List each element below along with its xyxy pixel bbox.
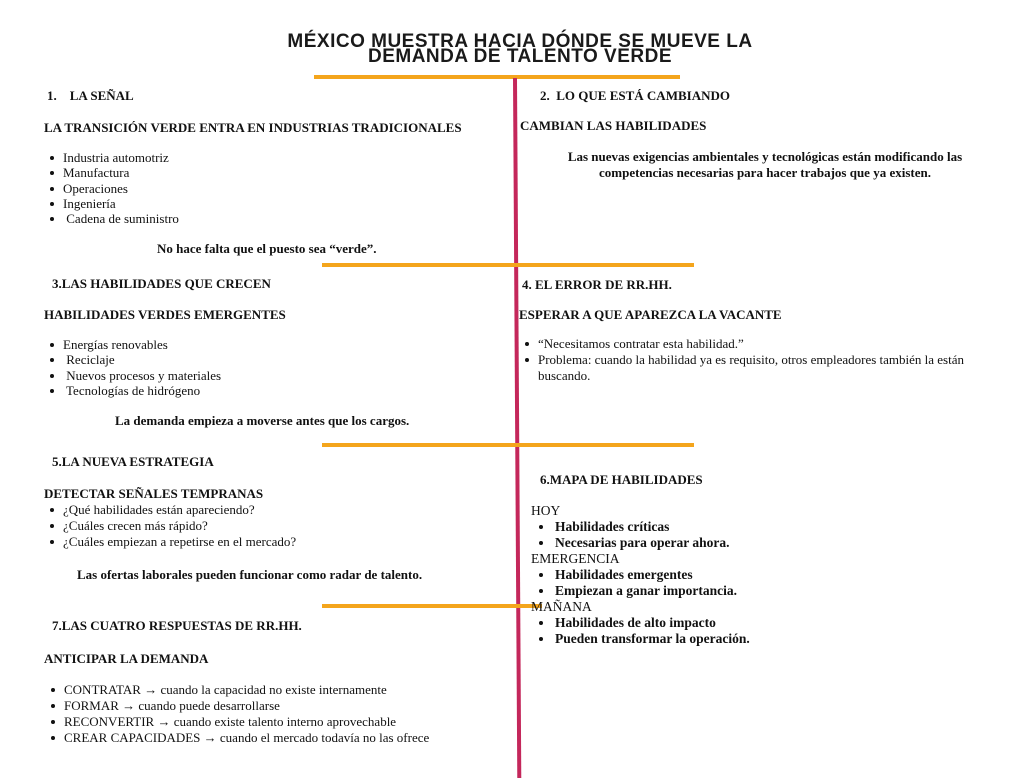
list-item: Industria automotriz (45, 150, 485, 165)
map-list-hoy (531, 519, 991, 551)
map-label-emergencia: EMERGENCIA (531, 551, 620, 566)
list-item: Pueden transformar la operación. (531, 631, 991, 647)
list-item: Habilidades emergentes (531, 567, 991, 583)
section-5-subheading: DETECTAR SEÑALES TEMPRANAS (44, 486, 264, 501)
section-6-heading: 6.MAPA DE HABILIDADES (540, 472, 703, 487)
title-line-2: DEMANDA DE TALENTO VERDE (367, 46, 673, 67)
title-line-1: MÉXICO MUESTRA HACIA DÓNDE SE MUEVE LA (287, 31, 753, 52)
map-list-emergencia (531, 567, 991, 599)
list-item: “Necesitamos contratar esta habilidad.” (520, 336, 990, 351)
section-5-list (45, 502, 485, 550)
section-4-subheading: ESPERAR A QUE APAREZCA LA VACANTE (519, 307, 782, 322)
section-2-note-line-2: competencias necesarias para hacer trabajos que ya existen. (599, 165, 931, 180)
divider-rule-1 (322, 263, 694, 267)
section-3-list (45, 337, 485, 398)
list-item: FORMAR → cuando puede desarrollarse (46, 698, 506, 714)
map-label-manana: MAÑANA (531, 599, 592, 614)
map-label-hoy: HOY (531, 503, 561, 518)
section-2-subheading: CAMBIAN LAS HABILIDADES (520, 118, 707, 133)
list-item: ¿Qué habilidades están apareciendo? (45, 502, 485, 518)
section-4-heading: 4. EL ERROR DE RR.HH. (522, 277, 672, 292)
list-item: Ingeniería (45, 196, 485, 211)
section-4-list (520, 336, 990, 383)
list-item: Habilidades críticas (531, 519, 991, 535)
list-item: Cadena de suministro (45, 211, 485, 226)
section-2-note-line-1: Las nuevas exigencias ambientales y tecnológicas están modificando las (567, 149, 963, 164)
vertical-divider (513, 78, 521, 778)
skills-map (531, 503, 991, 647)
section-1-heading: 1. LA SEÑAL (47, 88, 134, 103)
list-item: Energías renovables (45, 337, 485, 352)
section-5-note: Las ofertas laborales pueden funcionar como radar de talento. (77, 567, 423, 582)
list-item: Tecnologías de hidrógeno (45, 383, 485, 398)
list-item: Operaciones (45, 181, 485, 196)
divider-rule-3 (322, 604, 542, 608)
list-item: RECONVERTIR → cuando existe talento interno aprovechable (46, 714, 506, 730)
section-3-note: La demanda empieza a moverse antes que los cargos. (115, 413, 410, 428)
section-2-heading: 2. LO QUE ESTÁ CAMBIANDO (540, 88, 730, 103)
section-7-list (46, 682, 506, 746)
list-item: Necesarias para operar ahora. (531, 535, 991, 551)
title-underline (314, 75, 680, 79)
section-2-note (540, 149, 990, 181)
list-item: Reciclaje (45, 352, 485, 367)
map-list-manana (531, 615, 991, 647)
list-item: Problema: cuando la habilidad ya es requisito, otros empleadores también la están buscando. (520, 352, 990, 383)
list-item: CREAR CAPACIDADES → cuando el mercado todavía no las ofrece (46, 730, 506, 746)
page-title (0, 31, 1024, 67)
section-3-heading: 3.LAS HABILIDADES QUE CRECEN (52, 276, 271, 291)
section-1-note: No hace falta que el puesto sea “verde”. (157, 241, 377, 256)
section-5-heading: 5.LA NUEVA ESTRATEGIA (52, 454, 214, 469)
section-1-list (45, 150, 485, 226)
list-item: Manufactura (45, 165, 485, 180)
section-7-heading: 7.LAS CUATRO RESPUESTAS DE RR.HH. (52, 618, 302, 633)
list-item: Habilidades de alto impacto (531, 615, 991, 631)
section-3-subheading: HABILIDADES VERDES EMERGENTES (44, 307, 286, 322)
list-item: CONTRATAR → cuando la capacidad no existe internamente (46, 682, 506, 698)
list-item: ¿Cuáles empiezan a repetirse en el mercado? (45, 534, 485, 550)
section-7-subheading: ANTICIPAR LA DEMANDA (44, 651, 209, 666)
section-1-subheading: LA TRANSICIÓN VERDE ENTRA EN INDUSTRIAS TRADICIONALES (44, 120, 462, 135)
list-item: Empiezan a ganar importancia. (531, 583, 991, 599)
divider-rule-2 (322, 443, 694, 447)
list-item: Nuevos procesos y materiales (45, 368, 485, 383)
list-item: ¿Cuáles crecen más rápido? (45, 518, 485, 534)
